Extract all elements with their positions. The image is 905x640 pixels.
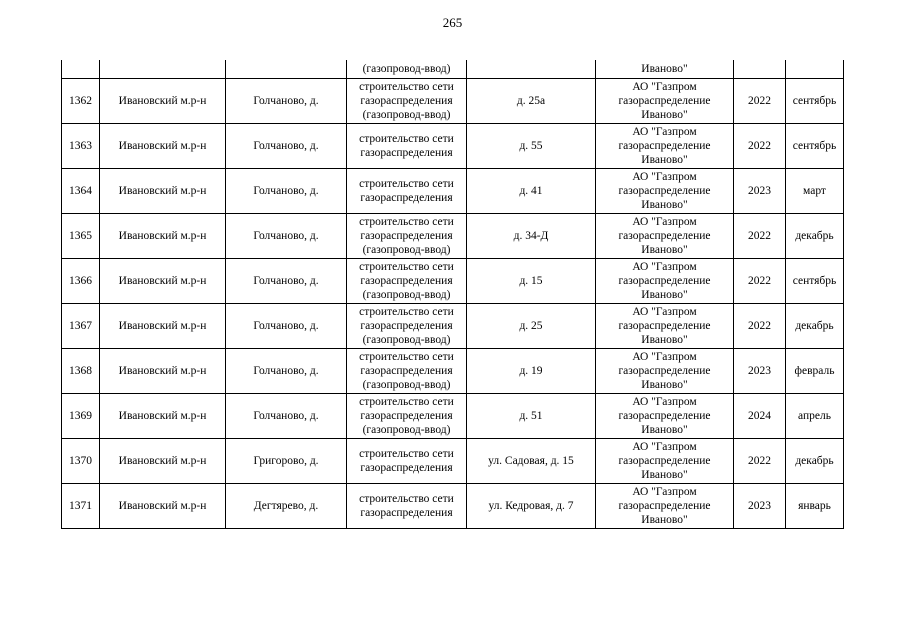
cell-year: 2022	[734, 259, 786, 304]
cell-locality: Григорово, д.	[226, 439, 347, 484]
cell-year: 2022	[734, 79, 786, 124]
cell-work-type: строительство сети газораспределения	[347, 439, 467, 484]
continuation-row	[62, 60, 844, 79]
cell-locality: Дегтярево, д.	[226, 484, 347, 529]
cell-locality	[226, 60, 347, 79]
cell-month: январь	[786, 484, 844, 529]
cell-operator: АО "Газпром газораспределение Иваново"	[596, 169, 734, 214]
cell-month: февраль	[786, 349, 844, 394]
cell-year: 2024	[734, 394, 786, 439]
cell-address: д. 25а	[467, 79, 596, 124]
cell-address: д. 25	[467, 304, 596, 349]
cell-operator: АО "Газпром газораспределение Иваново"	[596, 259, 734, 304]
cell-operator: АО "Газпром газораспределение Иваново"	[596, 124, 734, 169]
cell-address: д. 51	[467, 394, 596, 439]
cell-number: 1368	[62, 349, 100, 394]
cell-work-type: строительство сети газораспределения	[347, 124, 467, 169]
cell-locality: Голчаново, д.	[226, 169, 347, 214]
cell-number: 1364	[62, 169, 100, 214]
cell-work-type: строительство сети газораспределения (газопровод-ввод)	[347, 304, 467, 349]
cell-work-type: строительство сети газораспределения (газопровод-ввод)	[347, 394, 467, 439]
cell-number: 1369	[62, 394, 100, 439]
cell-month: март	[786, 169, 844, 214]
cell-month: сентябрь	[786, 124, 844, 169]
cell-locality: Голчаново, д.	[226, 394, 347, 439]
cell-year: 2023	[734, 169, 786, 214]
cell-district: Ивановский м.р-н	[100, 394, 226, 439]
table-row	[62, 169, 844, 214]
cell-month: сентябрь	[786, 79, 844, 124]
cell-district: Ивановский м.р-н	[100, 214, 226, 259]
cell-year: 2023	[734, 349, 786, 394]
cell-month: апрель	[786, 394, 844, 439]
cell-locality: Голчаново, д.	[226, 349, 347, 394]
cell-operator: АО "Газпром газораспределение Иваново"	[596, 304, 734, 349]
cell-address: д. 15	[467, 259, 596, 304]
table-row	[62, 304, 844, 349]
cell-operator: АО "Газпром газораспределение Иваново"	[596, 484, 734, 529]
cell-month: декабрь	[786, 214, 844, 259]
cell-locality: Голчаново, д.	[226, 124, 347, 169]
cell-work-type: строительство сети газораспределения (газопровод-ввод)	[347, 259, 467, 304]
table-row	[62, 439, 844, 484]
cell-work-type: строительство сети газораспределения	[347, 484, 467, 529]
cell-year: 2022	[734, 304, 786, 349]
cell-operator: Иваново"	[596, 60, 734, 79]
cell-number: 1366	[62, 259, 100, 304]
cell-month: декабрь	[786, 304, 844, 349]
cell-operator: АО "Газпром газораспределение Иваново"	[596, 79, 734, 124]
cell-district: Ивановский м.р-н	[100, 124, 226, 169]
cell-address: ул. Садовая, д. 15	[467, 439, 596, 484]
table-row	[62, 484, 844, 529]
cell-work-type: строительство сети газораспределения (газопровод-ввод)	[347, 79, 467, 124]
cell-locality: Голчаново, д.	[226, 304, 347, 349]
cell-operator: АО "Газпром газораспределение Иваново"	[596, 214, 734, 259]
cell-address	[467, 60, 596, 79]
cell-number: 1367	[62, 304, 100, 349]
cell-operator: АО "Газпром газораспределение Иваново"	[596, 439, 734, 484]
table-row	[62, 349, 844, 394]
cell-address: д. 34-Д	[467, 214, 596, 259]
cell-district: Ивановский м.р-н	[100, 79, 226, 124]
table-row	[62, 124, 844, 169]
cell-operator: АО "Газпром газораспределение Иваново"	[596, 394, 734, 439]
table-row	[62, 394, 844, 439]
cell-address: д. 55	[467, 124, 596, 169]
cell-operator: АО "Газпром газораспределение Иваново"	[596, 349, 734, 394]
cell-year: 2022	[734, 214, 786, 259]
table-row	[62, 214, 844, 259]
cell-year: 2023	[734, 484, 786, 529]
cell-address: ул. Кедровая, д. 7	[467, 484, 596, 529]
table-row	[62, 79, 844, 124]
cell-work-type: строительство сети газораспределения	[347, 169, 467, 214]
cell-number: 1371	[62, 484, 100, 529]
cell-number	[62, 60, 100, 79]
cell-work-type: строительство сети газораспределения (газопровод-ввод)	[347, 349, 467, 394]
cell-locality: Голчаново, д.	[226, 214, 347, 259]
cell-address: д. 41	[467, 169, 596, 214]
cell-address: д. 19	[467, 349, 596, 394]
cell-month: декабрь	[786, 439, 844, 484]
cell-year: 2022	[734, 439, 786, 484]
cell-number: 1363	[62, 124, 100, 169]
page-number: 265	[442, 15, 463, 30]
cell-district: Ивановский м.р-н	[100, 349, 226, 394]
gasification-schedule-table	[61, 60, 844, 529]
cell-district: Ивановский м.р-н	[100, 169, 226, 214]
cell-work-type: (газопровод-ввод)	[347, 60, 467, 79]
cell-district: Ивановский м.р-н	[100, 484, 226, 529]
table-body	[62, 60, 844, 529]
cell-number: 1370	[62, 439, 100, 484]
cell-locality: Голчаново, д.	[226, 259, 347, 304]
cell-number: 1365	[62, 214, 100, 259]
cell-locality: Голчаново, д.	[226, 79, 347, 124]
cell-district: Ивановский м.р-н	[100, 439, 226, 484]
cell-district	[100, 60, 226, 79]
cell-month: сентябрь	[786, 259, 844, 304]
cell-work-type: строительство сети газораспределения (газопровод-ввод)	[347, 214, 467, 259]
table-row	[62, 259, 844, 304]
cell-district: Ивановский м.р-н	[100, 259, 226, 304]
cell-number: 1362	[62, 79, 100, 124]
cell-year: 2022	[734, 124, 786, 169]
cell-year	[734, 60, 786, 79]
cell-district: Ивановский м.р-н	[100, 304, 226, 349]
cell-month	[786, 60, 844, 79]
